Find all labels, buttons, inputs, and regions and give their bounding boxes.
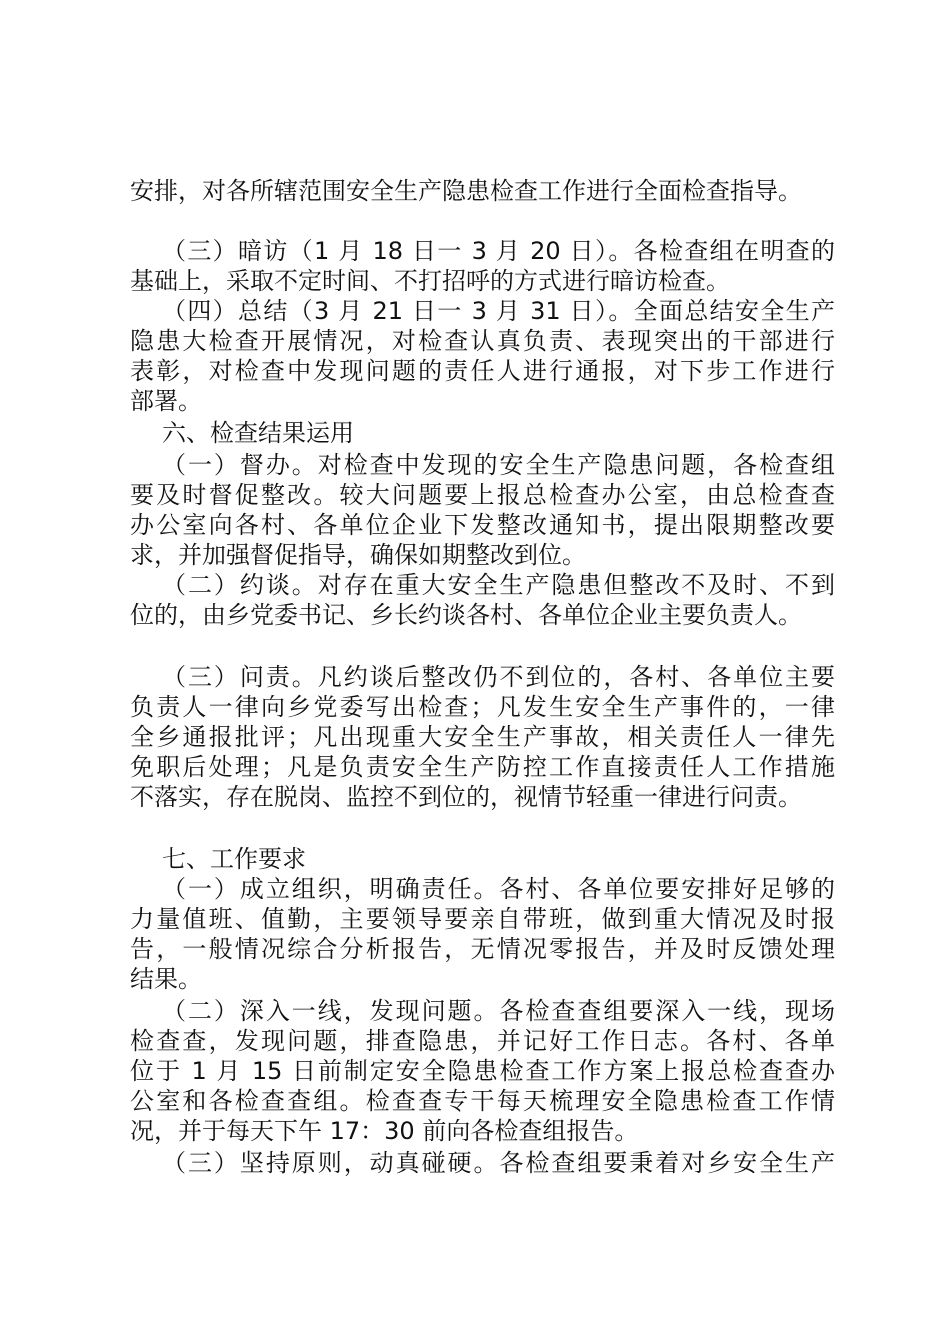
text-line: 安排，对各所辖范围安全生产隐患检查工作进行全面检查指导。 bbox=[130, 177, 802, 205]
text-line: 部署。 bbox=[130, 387, 202, 415]
text-line: 全乡通报批评；凡出现重大安全生产事故，相关责任人一律先 bbox=[130, 723, 835, 751]
text-line: 告，一般情况综合分析报告，无情况零报告，并及时反馈处理 bbox=[130, 935, 835, 963]
text-line: 求，并加强督促指导，确保如期整改到位。 bbox=[130, 541, 586, 569]
text-line: 隐患大检查开展情况，对检查认真负责、表现突出的干部进行 bbox=[130, 327, 835, 355]
text-line: 基础上，采取不定时间、不打招呼的方式进行暗访检查。 bbox=[130, 267, 730, 295]
text-line: 位于 1 月 15 日前制定安全隐患检查工作方案上报总检查查办 bbox=[130, 1057, 835, 1085]
text-line: 公室和各检查查组。检查查专干每天梳理安全隐患检查工作情 bbox=[130, 1087, 835, 1115]
section-heading: 六、检查结果运用 bbox=[162, 419, 354, 447]
paragraph-line: （四）总结（3 月 21 日一 3 月 31 日）。全面总结安全生产 bbox=[162, 297, 835, 325]
paragraph-line: （三）暗访（1 月 18 日一 3 月 20 日）。各检查组在明查的 bbox=[162, 237, 835, 265]
paragraph-line: （三）坚持原则，动真碰硬。各检查组要秉着对乡安全生产 bbox=[162, 1149, 835, 1177]
text-line: 免职后处理；凡是负责安全生产防控工作直接责任人工作措施 bbox=[130, 753, 835, 781]
text-line: 负责人一律向乡党委写出检查；凡发生安全生产事件的，一律 bbox=[130, 693, 835, 721]
paragraph-line: （三）问责。凡约谈后整改仍不到位的，各村、各单位主要 bbox=[162, 663, 835, 691]
text-line: 要及时督促整改。较大问题要上报总检查办公室，由总检查查 bbox=[130, 481, 835, 509]
text-line: 办公室向各村、各单位企业下发整改通知书，提出限期整改要 bbox=[130, 511, 835, 539]
text-line: 力量值班、值勤，主要领导要亲自带班，做到重大情况及时报 bbox=[130, 905, 835, 933]
paragraph-line: （一）成立组织，明确责任。各村、各单位要安排好足够的 bbox=[162, 875, 835, 903]
paragraph-line: （二）约谈。对存在重大安全生产隐患但整改不及时、不到 bbox=[162, 571, 835, 599]
text-line: 不落实，存在脱岗、监控不到位的，视情节轻重一律进行问责。 bbox=[130, 783, 802, 811]
section-heading: 七、工作要求 bbox=[162, 845, 306, 873]
paragraph-line: （二）深入一线，发现问题。各检查查组要深入一线，现场 bbox=[162, 997, 835, 1025]
text-line: 况，并于每天下午 17：30 前向各检查组报告。 bbox=[130, 1117, 639, 1145]
text-line: 位的，由乡党委书记、乡长约谈各村、各单位企业主要负责人。 bbox=[130, 601, 802, 629]
text-line: 结果。 bbox=[130, 965, 202, 993]
paragraph-line: （一）督办。对检查中发现的安全生产隐患问题，各检查组 bbox=[162, 451, 835, 479]
text-line: 检查查，发现问题，排查隐患，并记好工作日志。各村、各单 bbox=[130, 1027, 835, 1055]
text-line: 表彰，对检查中发现问题的责任人进行通报，对下步工作进行 bbox=[130, 357, 835, 385]
